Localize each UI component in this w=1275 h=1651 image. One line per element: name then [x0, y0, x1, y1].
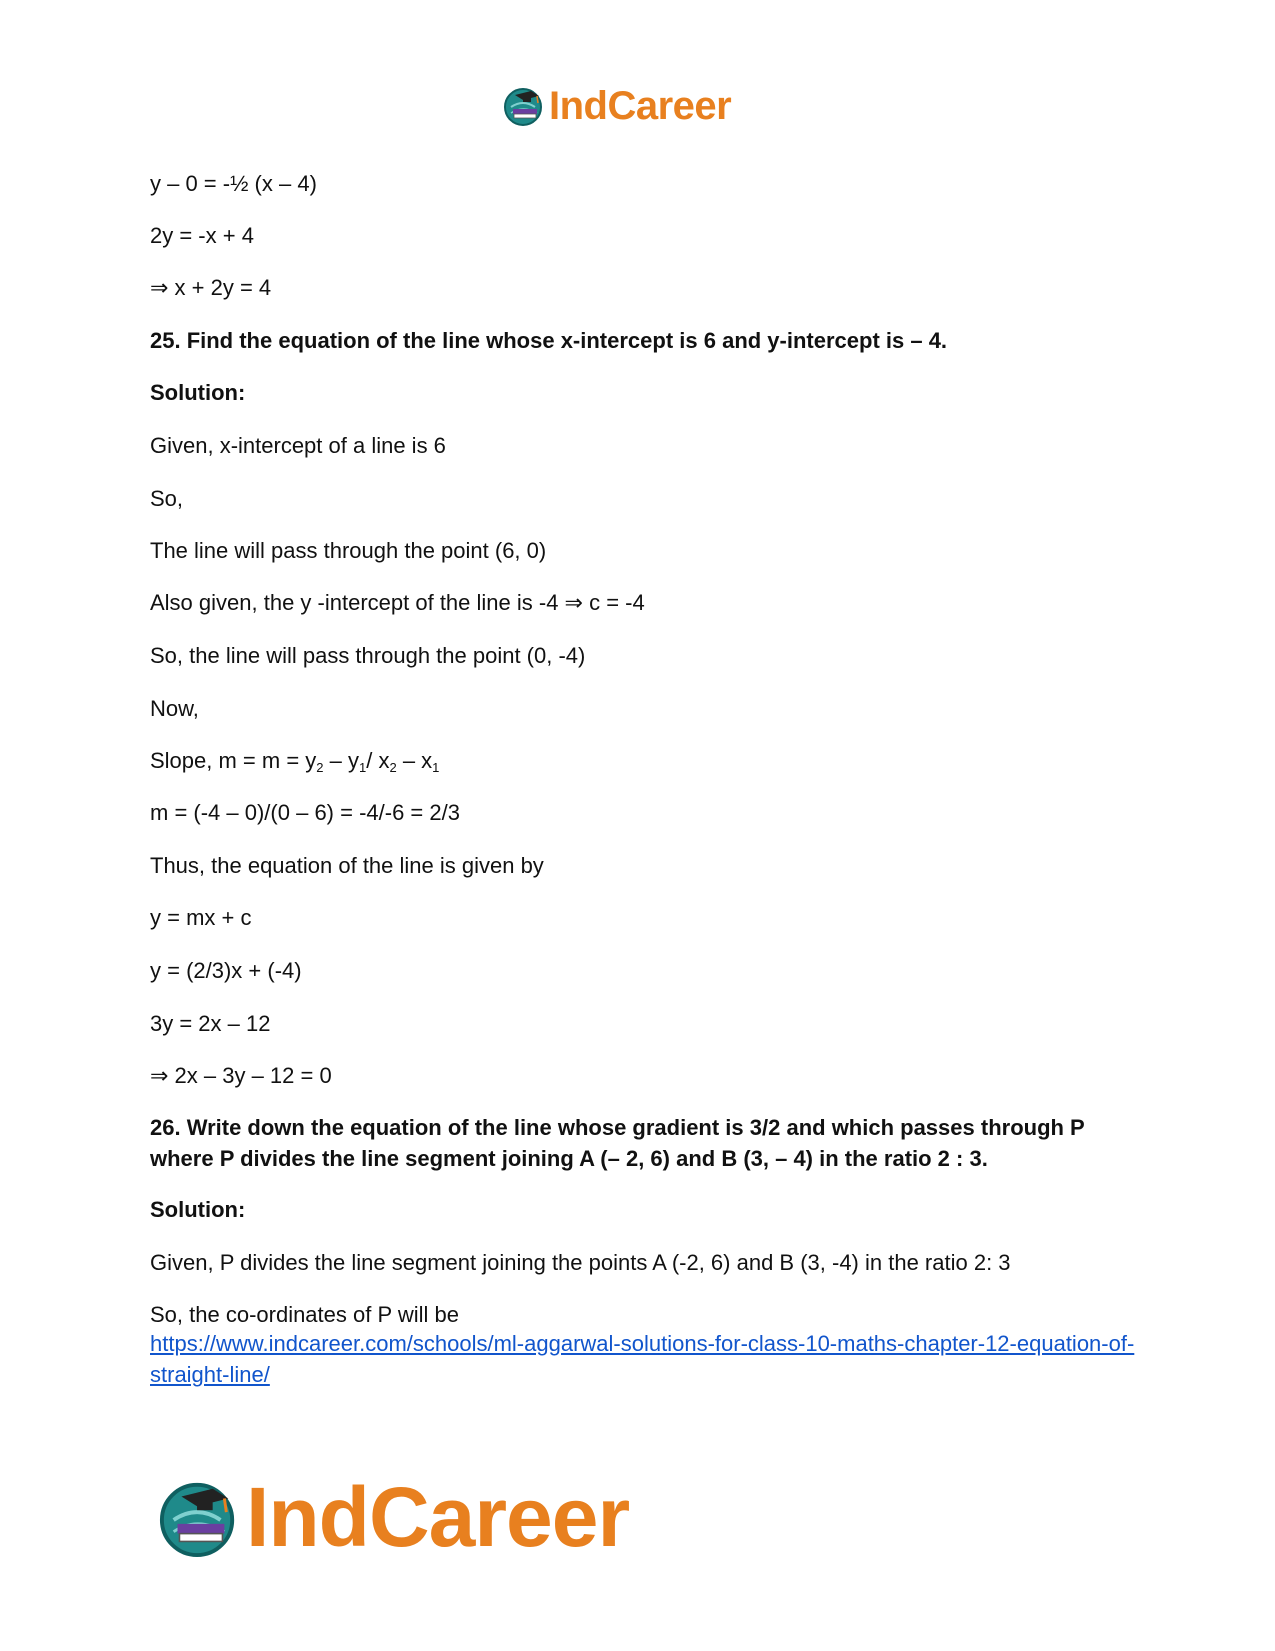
text-line: Now,: [150, 696, 199, 721]
text-line: Thus, the equation of the line is given by: [150, 853, 544, 878]
header-logo-text: IndCareer: [549, 84, 732, 128]
text-line: Given, P divides the line segment joining the points A (-2, 6) and B (3, -4) in the ratio 2: 3: [150, 1250, 1011, 1275]
question-25: 25. Find the equation of the line whose x-intercept is 6 and y-intercept is – 4.: [150, 328, 948, 353]
solution-heading: Solution:: [150, 380, 246, 405]
text-line: Also given, the y -intercept of the line is -4 ⇒ c = -4: [150, 590, 645, 615]
globe-book-icon: [158, 1477, 240, 1559]
slope-formula: [150, 748, 439, 774]
subscript: 2: [389, 760, 397, 775]
globe-book-icon: [503, 85, 545, 127]
equation-line: y = mx + c: [150, 905, 252, 930]
slope-prefix: Slope, m = m = y: [150, 748, 317, 773]
equation-line: ⇒ x + 2y = 4: [150, 275, 272, 300]
footer-logo: [158, 1470, 629, 1565]
slope-part: – x: [396, 748, 433, 773]
text-line: So,: [150, 486, 184, 511]
equation-line: 2y = -x + 4: [150, 223, 254, 248]
question-26: 26. Write down the equation of the line whose gradient is 3/2 and which passes through P where P divides the line segment joining A (– 2, 6) and B (3, – 4) in the ratio 2 : 3.: [150, 1115, 1085, 1171]
text-line: The line will pass through the point (6, 0): [150, 538, 547, 563]
text-line: So, the co-ordinates of P will be: [150, 1302, 459, 1327]
subscript: 1: [359, 760, 367, 775]
subscript: 2: [316, 760, 324, 775]
slope-part: – y: [323, 748, 359, 773]
header-logo: [503, 82, 731, 130]
solution-heading: Solution:: [150, 1197, 246, 1222]
equation-line: m = (-4 – 0)/(0 – 6) = -4/-6 = 2/3: [150, 800, 460, 825]
slope-part: / x: [366, 748, 390, 773]
equation-line: y = (2/3)x + (-4): [150, 958, 302, 983]
equation-line: 3y = 2x – 12: [150, 1011, 271, 1036]
text-line: So, the line will pass through the point (0, -4): [150, 643, 586, 668]
footer-logo-text: IndCareer: [246, 1470, 630, 1564]
subscript: 1: [432, 760, 440, 775]
text-line: Given, x-intercept of a line is 6: [150, 433, 446, 458]
equation-line: y – 0 = -½ (x – 4): [150, 171, 317, 196]
source-link[interactable]: https://www.indcareer.com/schools/ml-aggarwal-solutions-for-class-10-maths-chapter-12-equation-of-straight-line/: [150, 1331, 1135, 1387]
equation-line: ⇒ 2x – 3y – 12 = 0: [150, 1063, 332, 1088]
